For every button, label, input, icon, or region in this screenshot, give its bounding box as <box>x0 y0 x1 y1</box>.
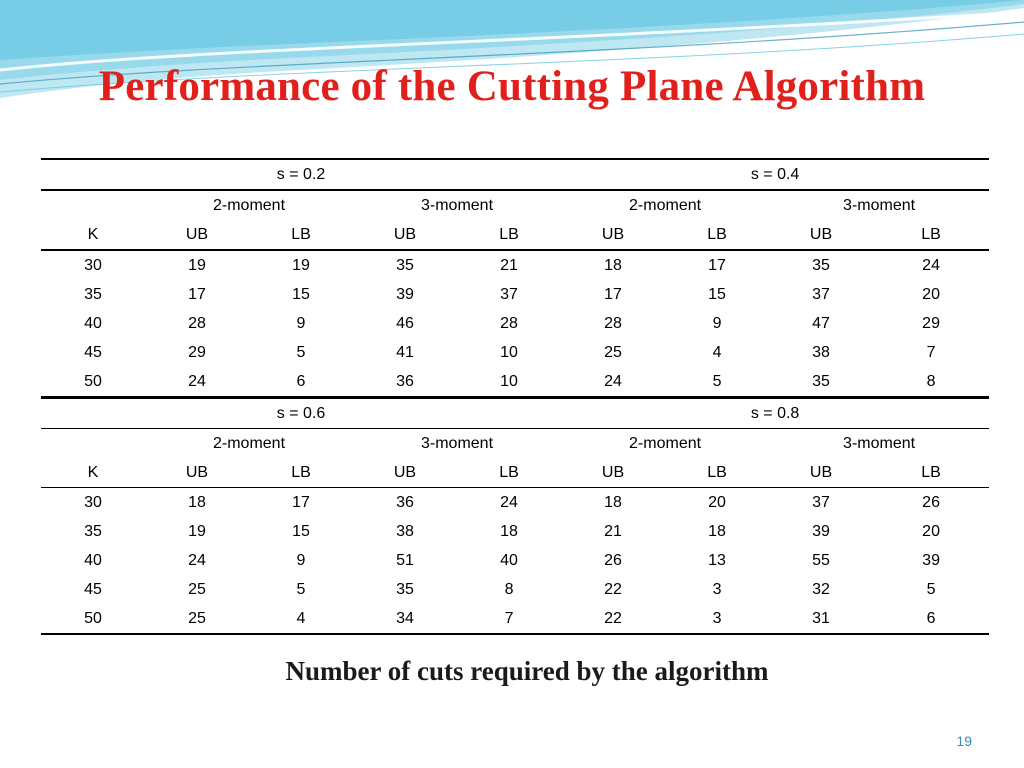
table-cell: 40 <box>500 551 518 569</box>
table-cell: 50 <box>84 372 102 390</box>
table-cell: 25 <box>145 604 249 634</box>
table-cell: 38 <box>812 343 830 361</box>
table-cell: 9 <box>712 314 722 332</box>
table-cell: 19 <box>188 522 206 540</box>
table-cell: 8 <box>926 372 936 390</box>
column-header-row <box>41 220 989 250</box>
table-cell: 9 <box>296 551 306 569</box>
table-cell: 55 <box>812 551 830 569</box>
column-header: UB <box>145 458 249 488</box>
table-cell: 46 <box>396 314 414 332</box>
table-cell: 17 <box>292 493 310 511</box>
table-cell: 35 <box>396 580 414 598</box>
table-row <box>41 575 989 604</box>
table-cell: 18 <box>500 522 518 540</box>
column-header: LB <box>249 458 353 488</box>
table-cell: 5 <box>296 343 306 361</box>
column-header: UB <box>353 220 457 250</box>
column-header: LB <box>873 458 989 488</box>
table-cell: 29 <box>922 314 940 332</box>
table-cell: 28 <box>188 314 206 332</box>
table-cell: 37 <box>812 493 830 511</box>
table-cell: 20 <box>922 522 940 540</box>
table-cell: 21 <box>500 256 518 274</box>
table-cell: 10 <box>500 372 518 390</box>
table-cell: 37 <box>812 285 830 303</box>
table-cell: 20 <box>708 493 726 511</box>
s-label: s = 0.2 <box>41 159 561 190</box>
table-row <box>41 517 989 546</box>
moment-label: 2-moment <box>629 434 702 452</box>
table-cell: 35 <box>812 372 830 390</box>
table-cell: 30 <box>84 493 102 511</box>
column-header: UB <box>353 458 457 488</box>
table-cell: 5 <box>712 372 722 390</box>
table-cell: 10 <box>500 343 518 361</box>
table-cell: 3 <box>665 604 769 634</box>
table-cell: 24 <box>604 372 622 390</box>
column-header: UB <box>145 220 249 250</box>
table-cell: 18 <box>188 493 206 511</box>
page-number: 19 <box>956 733 972 749</box>
table-cell: 24 <box>922 256 940 274</box>
table-cell: 17 <box>708 256 726 274</box>
table-cell: 40 <box>84 314 102 332</box>
table-cell: 28 <box>500 314 518 332</box>
table-cell: 37 <box>500 285 518 303</box>
column-header: LB <box>457 458 561 488</box>
table-cell: 17 <box>604 285 622 303</box>
table-cell: 6 <box>296 372 306 390</box>
table-cell: 19 <box>292 256 310 274</box>
moment-header-row <box>41 429 989 459</box>
table-cell: 50 <box>41 604 145 634</box>
moment-label: 3-moment <box>843 434 916 452</box>
column-header: UB <box>561 458 665 488</box>
table-cell: 39 <box>922 551 940 569</box>
table-cell: 13 <box>708 551 726 569</box>
table-cell: 15 <box>708 285 726 303</box>
moment-label: 3-moment <box>421 196 494 214</box>
results-table-container <box>41 158 989 635</box>
table-cell: 24 <box>188 551 206 569</box>
table-cell: 26 <box>604 551 622 569</box>
table-cell: 4 <box>712 343 722 361</box>
s-label: s = 0.4 <box>561 159 989 190</box>
moment-label: 2-moment <box>212 434 286 452</box>
table-cell: 41 <box>396 343 414 361</box>
table-cell: 5 <box>296 580 306 598</box>
table-row <box>41 280 989 309</box>
table-cell: 7 <box>457 604 561 634</box>
column-header: UB <box>561 220 665 250</box>
column-header: LB <box>665 458 769 488</box>
moment-label: 2-moment <box>212 196 286 214</box>
table-cell: 15 <box>292 285 310 303</box>
table-cell: 38 <box>396 522 414 540</box>
table-cell: 24 <box>500 493 518 511</box>
moment-label: 3-moment <box>843 196 916 214</box>
table-cell: 28 <box>604 314 622 332</box>
moment-header-row <box>41 190 989 220</box>
column-header: K <box>41 458 145 488</box>
table-row <box>41 546 989 575</box>
table-cell: 19 <box>188 256 206 274</box>
table-cell: 45 <box>84 580 102 598</box>
moment-label: 3-moment <box>421 434 494 452</box>
table-cell: 18 <box>708 522 726 540</box>
column-header-row <box>41 458 989 488</box>
table-cell: 45 <box>84 343 102 361</box>
table-cell: 22 <box>561 604 665 634</box>
table-cell: 35 <box>812 256 830 274</box>
table-cell: 29 <box>188 343 206 361</box>
table-caption: Number of cuts required by the algorithm <box>285 656 769 686</box>
table-cell: 32 <box>812 580 830 598</box>
table-cell: 18 <box>604 256 622 274</box>
table-cell: 39 <box>396 285 414 303</box>
table-cell: 35 <box>396 256 414 274</box>
table-cell: 21 <box>604 522 622 540</box>
table-cell: 30 <box>84 256 102 274</box>
table-cell: 20 <box>922 285 940 303</box>
s-label: s = 0.6 <box>41 398 561 429</box>
table-row <box>41 338 989 367</box>
table-cell: 17 <box>188 285 206 303</box>
table-cell: 26 <box>922 493 940 511</box>
column-header: LB <box>249 220 353 250</box>
table-cell: 36 <box>396 372 414 390</box>
table-row <box>41 488 989 518</box>
table-cell: 25 <box>188 580 206 598</box>
table-row <box>41 309 989 338</box>
table-cell: 35 <box>84 522 102 540</box>
table-cell: 35 <box>84 285 102 303</box>
column-header: K <box>41 220 145 250</box>
results-table <box>41 158 989 635</box>
table-cell: 8 <box>504 580 514 598</box>
table-cell: 3 <box>712 580 722 598</box>
table-cell: 39 <box>812 522 830 540</box>
table-cell: 15 <box>292 522 310 540</box>
table-cell: 18 <box>604 493 622 511</box>
table-cell: 40 <box>84 551 102 569</box>
table-cell: 34 <box>353 604 457 634</box>
column-header: LB <box>665 220 769 250</box>
column-header: UB <box>769 220 873 250</box>
slide-title: Performance of the Cutting Plane Algorithm <box>98 63 926 110</box>
s-header-row <box>41 159 989 190</box>
table-cell: 6 <box>873 604 989 634</box>
table-cell: 24 <box>188 372 206 390</box>
column-header: LB <box>873 220 989 250</box>
table-cell: 25 <box>604 343 622 361</box>
table-row <box>41 604 989 634</box>
table-cell: 36 <box>396 493 414 511</box>
s-header-row <box>41 398 989 429</box>
table-cell: 5 <box>926 580 936 598</box>
table-cell: 22 <box>604 580 622 598</box>
column-header: UB <box>769 458 873 488</box>
s-label: s = 0.8 <box>561 398 989 429</box>
table-row <box>41 367 989 398</box>
moment-label: 2-moment <box>629 196 702 214</box>
table-cell: 47 <box>812 314 830 332</box>
table-cell: 51 <box>396 551 414 569</box>
table-cell: 7 <box>926 343 936 361</box>
table-row <box>41 250 989 280</box>
column-header: LB <box>457 220 561 250</box>
table-cell: 9 <box>296 314 306 332</box>
table-cell: 31 <box>769 604 873 634</box>
table-cell: 4 <box>249 604 353 634</box>
